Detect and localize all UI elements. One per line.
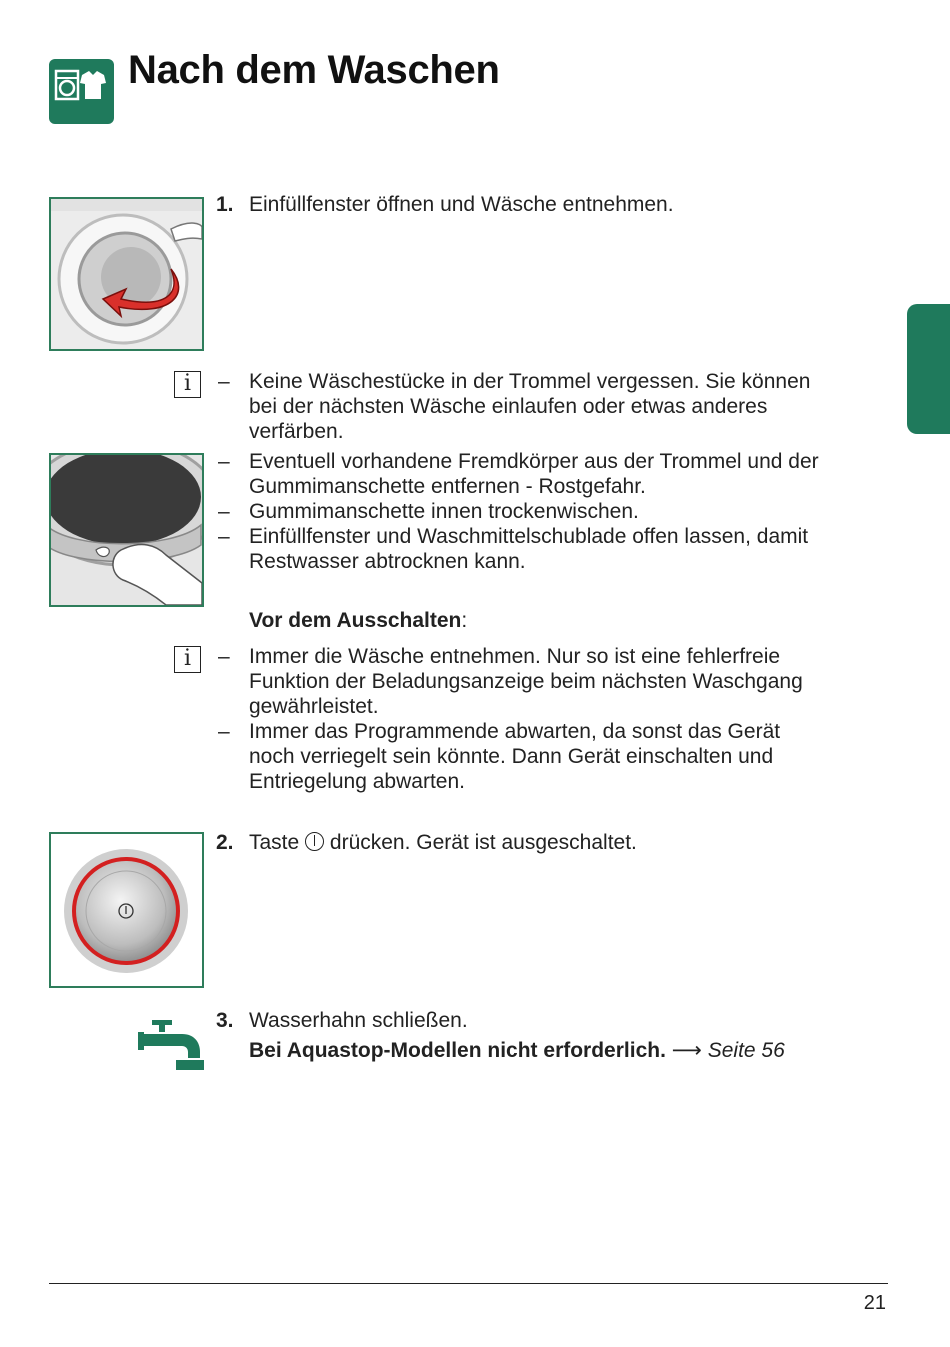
power-button-illustration xyxy=(49,832,204,988)
step-1-text: Einfüllfenster öffnen und Wäsche entnehmen. xyxy=(249,193,674,216)
door-opening-illustration xyxy=(49,197,204,351)
power-icon xyxy=(305,832,324,851)
list-item: Keine Wäschestücke in der Trommel vergessen. Sie können bei der nächsten Wäsche einlaufen oder etwas anderes verfärben. xyxy=(249,370,811,443)
washing-machine-shirt-icon xyxy=(49,59,114,124)
section-icon xyxy=(49,59,114,124)
chapter-tab xyxy=(907,304,950,434)
list-item: Gummimanschette innen trockenwischen. xyxy=(249,500,639,523)
step-3-text: Wasserhahn schließen. xyxy=(249,1009,468,1032)
before-switch-off-heading: Vor dem Ausschalten: xyxy=(249,609,468,632)
footer-divider xyxy=(49,1283,888,1284)
info-icon: i xyxy=(174,646,201,673)
list-dash: – xyxy=(218,720,230,743)
list-dash: – xyxy=(218,450,230,473)
list-item: Immer die Wäsche entnehmen. Nur so ist eine fehlerfreie Funktion der Beladungsanzeige beim nächsten Waschgang gewährleistet. xyxy=(249,645,803,718)
step-2-number: 2. xyxy=(216,831,234,854)
list-item: Immer das Programmende abwarten, da sonst das Gerät noch verriegelt sein könnte. Dann Gerät einschalten und Entriegelung abwarten. xyxy=(249,720,781,793)
list-item: Eventuell vorhandene Fremdkörper aus der Trommel und der Gummimanschette entfernen - Rostgefahr. xyxy=(249,450,819,498)
gasket-wiping-illustration xyxy=(49,453,204,607)
aquastop-note: Bei Aquastop-Modellen nicht erforderlich. ⟶ Seite 56 xyxy=(249,1039,785,1062)
step-2-text: Taste drücken. Gerät ist ausgeschaltet. xyxy=(249,831,637,854)
step-1-number: 1. xyxy=(216,193,234,216)
arrow-icon: ⟶ xyxy=(671,1039,702,1062)
page-title: Nach dem Waschen xyxy=(128,48,500,92)
list-dash: – xyxy=(218,525,230,548)
page-reference-link[interactable]: Seite 56 xyxy=(707,1039,785,1062)
info-icon: i xyxy=(174,371,201,398)
page-number: 21 xyxy=(863,1292,886,1314)
water-tap-icon xyxy=(138,1018,206,1072)
step-3-number: 3. xyxy=(216,1009,234,1032)
list-dash: – xyxy=(218,500,230,523)
list-dash: – xyxy=(218,645,230,668)
list-item: Einfüllfenster und Waschmittelschublade offen lassen, damit Restwasser abtrocknen kann. xyxy=(249,525,809,573)
list-dash: – xyxy=(218,370,230,393)
